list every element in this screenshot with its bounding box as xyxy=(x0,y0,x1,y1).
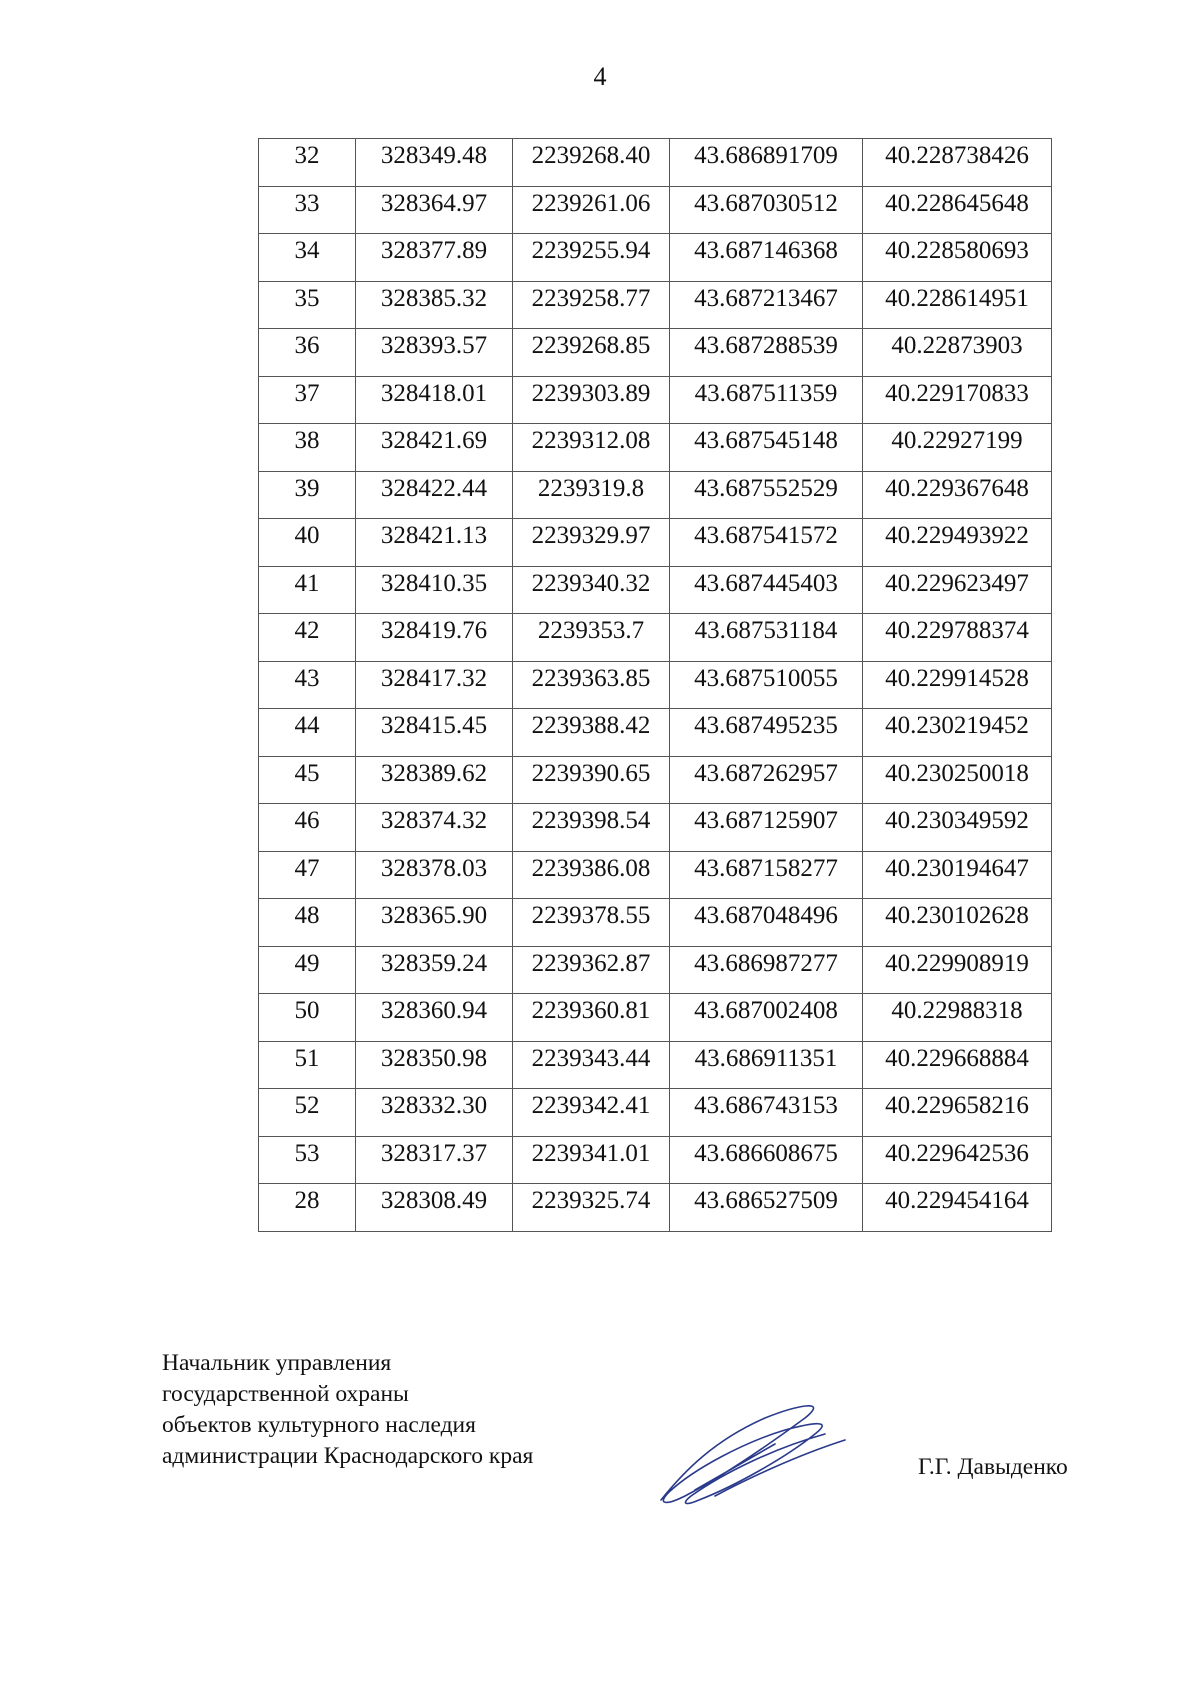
table-cell: 328389.62 xyxy=(356,756,513,804)
table-cell: 33 xyxy=(259,186,356,234)
table-cell: 35 xyxy=(259,281,356,329)
table-cell: 43.687511359 xyxy=(670,376,863,424)
table-cell: 36 xyxy=(259,329,356,377)
table-row xyxy=(259,1041,1052,1089)
table-cell: 40.229170833 xyxy=(863,376,1052,424)
signatory-title-line: Начальник управления xyxy=(162,1350,392,1376)
signer-name: Г.Г. Давыденко xyxy=(918,1454,1068,1480)
table-cell: 40.230219452 xyxy=(863,709,1052,757)
coordinates-table-body xyxy=(259,139,1052,1232)
table-cell: 328421.69 xyxy=(356,424,513,472)
table-cell: 328360.94 xyxy=(356,994,513,1042)
table-cell: 2239378.55 xyxy=(513,899,670,947)
table-row xyxy=(259,994,1052,1042)
table-cell: 40.230250018 xyxy=(863,756,1052,804)
table-cell: 43.687146368 xyxy=(670,234,863,282)
table-cell: 28 xyxy=(259,1184,356,1232)
signatory-title-line: государственной охраны xyxy=(162,1381,409,1407)
table-row xyxy=(259,376,1052,424)
table-cell: 328332.30 xyxy=(356,1089,513,1137)
table-cell: 2239258.77 xyxy=(513,281,670,329)
table-cell: 43.687288539 xyxy=(670,329,863,377)
table-cell: 2239388.42 xyxy=(513,709,670,757)
table-row xyxy=(259,756,1052,804)
table-cell: 42 xyxy=(259,614,356,662)
table-cell: 328421.13 xyxy=(356,519,513,567)
table-cell: 40.22927199 xyxy=(863,424,1052,472)
page-number: 4 xyxy=(593,62,607,91)
table-cell: 40.228738426 xyxy=(863,139,1052,187)
table-cell: 2239255.94 xyxy=(513,234,670,282)
table-cell: 328350.98 xyxy=(356,1041,513,1089)
table-cell: 48 xyxy=(259,899,356,947)
table-cell: 328359.24 xyxy=(356,946,513,994)
table-cell: 2239325.74 xyxy=(513,1184,670,1232)
table-cell: 40.22873903 xyxy=(863,329,1052,377)
table-cell: 43.687545148 xyxy=(670,424,863,472)
table-row xyxy=(259,234,1052,282)
table-row xyxy=(259,519,1052,567)
table-cell: 2239386.08 xyxy=(513,851,670,899)
table-cell: 43.686527509 xyxy=(670,1184,863,1232)
table-cell: 328365.90 xyxy=(356,899,513,947)
table-row xyxy=(259,804,1052,852)
table-cell: 43.687048496 xyxy=(670,899,863,947)
table-cell: 328385.32 xyxy=(356,281,513,329)
table-cell: 47 xyxy=(259,851,356,899)
table-row xyxy=(259,661,1052,709)
table-cell: 53 xyxy=(259,1136,356,1184)
table-cell: 40.230194647 xyxy=(863,851,1052,899)
table-cell: 38 xyxy=(259,424,356,472)
table-row xyxy=(259,1136,1052,1184)
signatory-title-line: объектов культурного наследия xyxy=(162,1412,476,1438)
table-cell: 2239342.41 xyxy=(513,1089,670,1137)
table-cell: 43.686987277 xyxy=(670,946,863,994)
table-cell: 40.230102628 xyxy=(863,899,1052,947)
table-row xyxy=(259,329,1052,377)
table-cell: 40.229914528 xyxy=(863,661,1052,709)
table-cell: 43.687262957 xyxy=(670,756,863,804)
table-cell: 328364.97 xyxy=(356,186,513,234)
table-cell: 40.229454164 xyxy=(863,1184,1052,1232)
table-row xyxy=(259,139,1052,187)
table-row xyxy=(259,709,1052,757)
table-cell: 2239362.87 xyxy=(513,946,670,994)
table-cell: 2239268.40 xyxy=(513,139,670,187)
table-row xyxy=(259,1089,1052,1137)
table-cell: 44 xyxy=(259,709,356,757)
table-cell: 43.687552529 xyxy=(670,471,863,519)
table-cell: 37 xyxy=(259,376,356,424)
table-cell: 328415.45 xyxy=(356,709,513,757)
table-cell: 43.687213467 xyxy=(670,281,863,329)
table-cell: 328393.57 xyxy=(356,329,513,377)
table-cell: 40 xyxy=(259,519,356,567)
table-cell: 2239363.85 xyxy=(513,661,670,709)
table-cell: 32 xyxy=(259,139,356,187)
table-cell: 328422.44 xyxy=(356,471,513,519)
table-cell: 2239398.54 xyxy=(513,804,670,852)
table-cell: 46 xyxy=(259,804,356,852)
table-cell: 328317.37 xyxy=(356,1136,513,1184)
table-row xyxy=(259,281,1052,329)
table-cell: 2239390.65 xyxy=(513,756,670,804)
table-cell: 328378.03 xyxy=(356,851,513,899)
table-cell: 328419.76 xyxy=(356,614,513,662)
table-cell: 2239329.97 xyxy=(513,519,670,567)
table-cell: 41 xyxy=(259,566,356,614)
table-cell: 328417.32 xyxy=(356,661,513,709)
table-cell: 328410.35 xyxy=(356,566,513,614)
table-cell: 40.228580693 xyxy=(863,234,1052,282)
table-cell: 45 xyxy=(259,756,356,804)
table-cell: 40.22988318 xyxy=(863,994,1052,1042)
table-cell: 40.229668884 xyxy=(863,1041,1052,1089)
table-cell: 49 xyxy=(259,946,356,994)
table-cell: 2239353.7 xyxy=(513,614,670,662)
table-cell: 50 xyxy=(259,994,356,1042)
signatory-title xyxy=(162,1348,533,1472)
table-cell: 43.687445403 xyxy=(670,566,863,614)
table-cell: 2239261.06 xyxy=(513,186,670,234)
coordinates-table xyxy=(258,138,1052,1232)
table-cell: 2239268.85 xyxy=(513,329,670,377)
table-cell: 40.229367648 xyxy=(863,471,1052,519)
table-cell: 43.687495235 xyxy=(670,709,863,757)
table-cell: 40.230349592 xyxy=(863,804,1052,852)
table-cell: 43.687125907 xyxy=(670,804,863,852)
table-cell: 328374.32 xyxy=(356,804,513,852)
table-cell: 43.687002408 xyxy=(670,994,863,1042)
table-cell: 40.229658216 xyxy=(863,1089,1052,1137)
table-cell: 40.229623497 xyxy=(863,566,1052,614)
table-cell: 40.228645648 xyxy=(863,186,1052,234)
table-row xyxy=(259,186,1052,234)
table-cell: 2239340.32 xyxy=(513,566,670,614)
table-cell: 2239312.08 xyxy=(513,424,670,472)
table-row xyxy=(259,851,1052,899)
table-cell: 51 xyxy=(259,1041,356,1089)
table-cell: 43.687158277 xyxy=(670,851,863,899)
table-cell: 328418.01 xyxy=(356,376,513,424)
table-cell: 40.229908919 xyxy=(863,946,1052,994)
table-cell: 2239360.81 xyxy=(513,994,670,1042)
table-row xyxy=(259,424,1052,472)
table-row xyxy=(259,946,1052,994)
table-cell: 40.229493922 xyxy=(863,519,1052,567)
table-cell: 2239343.44 xyxy=(513,1041,670,1089)
table-row xyxy=(259,471,1052,519)
table-cell: 43.686911351 xyxy=(670,1041,863,1089)
table-cell: 328349.48 xyxy=(356,139,513,187)
table-cell: 2239303.89 xyxy=(513,376,670,424)
table-row xyxy=(259,614,1052,662)
table-cell: 43.687030512 xyxy=(670,186,863,234)
table-cell: 43.687510055 xyxy=(670,661,863,709)
table-cell: 40.229642536 xyxy=(863,1136,1052,1184)
table-cell: 43.687541572 xyxy=(670,519,863,567)
table-row xyxy=(259,899,1052,947)
handwritten-signature xyxy=(655,1400,855,1510)
table-cell: 40.228614951 xyxy=(863,281,1052,329)
table-cell: 328308.49 xyxy=(356,1184,513,1232)
signature-stroke xyxy=(661,1406,845,1504)
table-cell: 40.229788374 xyxy=(863,614,1052,662)
table-cell: 52 xyxy=(259,1089,356,1137)
table-cell: 43.686891709 xyxy=(670,139,863,187)
signatory-title-line: администрации Краснодарского края xyxy=(162,1443,534,1469)
table-cell: 43.686743153 xyxy=(670,1089,863,1137)
table-cell: 2239341.01 xyxy=(513,1136,670,1184)
table-cell: 43 xyxy=(259,661,356,709)
table-cell: 43.687531184 xyxy=(670,614,863,662)
table-cell: 34 xyxy=(259,234,356,282)
table-row xyxy=(259,566,1052,614)
table-cell: 328377.89 xyxy=(356,234,513,282)
table-cell: 43.686608675 xyxy=(670,1136,863,1184)
table-cell: 39 xyxy=(259,471,356,519)
table-cell: 2239319.8 xyxy=(513,471,670,519)
table-row xyxy=(259,1184,1052,1232)
